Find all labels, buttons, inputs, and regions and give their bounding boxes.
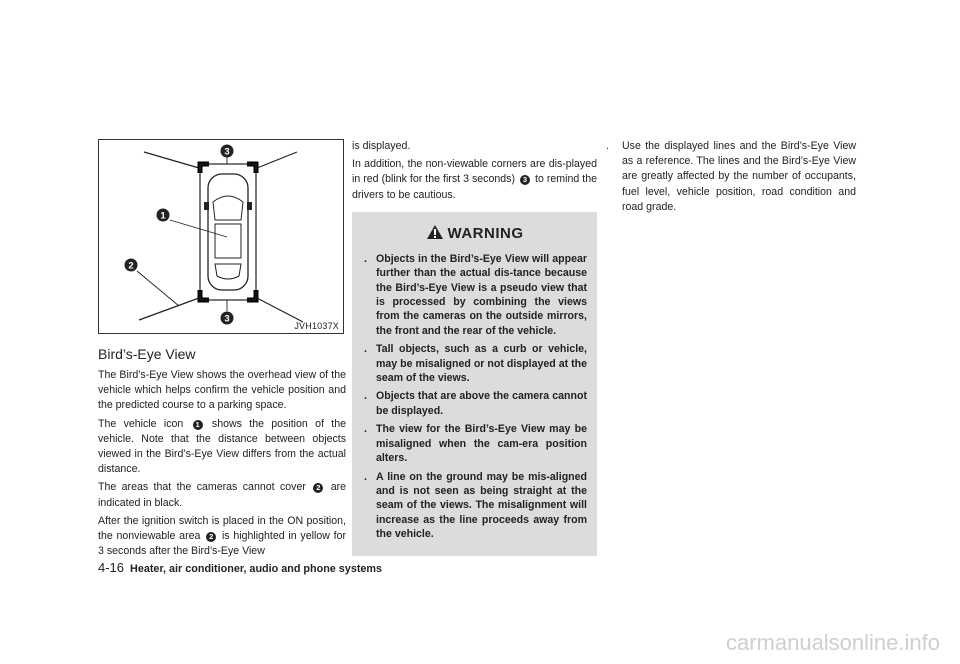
- paragraph-red-corners: In addition, the non-viewable corners are dis-played in red (blink for the first 3 seconds) 3 to remind the drivers to be cautious.: [352, 158, 597, 201]
- warning-triangle-icon: [426, 224, 444, 240]
- callout-ref-2b: 2: [206, 532, 216, 542]
- warning-heading: WARNING: [360, 224, 589, 242]
- figure-code: JVH1037X: [294, 321, 339, 331]
- column-2: [352, 139, 597, 556]
- warning-box: [352, 212, 597, 556]
- birds-eye-diagram: [99, 140, 343, 333]
- warning-bullet: . Objects that are above the camera cannot be displayed.: [364, 390, 587, 417]
- column-1: [98, 346, 346, 562]
- paragraph-black-areas: The areas that the cameras cannot cover 2 are indicated in black.: [98, 481, 346, 509]
- paragraph-vehicle-icon: The vehicle icon 1 shows the position of the vehicle. Note that the distance between objects viewed in the Bird’s-Eye View differs from the actual distance.: [98, 417, 346, 476]
- callout-3-bottom: 3: [224, 313, 230, 325]
- callout-1: 1: [160, 210, 166, 222]
- warning-bullet: . A line on the ground may be mis-aligned and is not seen as being straight at the seam of the views. The misalignment will increase as the line proceeds away from the vehicle.: [364, 470, 587, 541]
- warning-bullet: . The view for the Bird’s-Eye View may be misaligned when the cam-era position alters.: [364, 423, 587, 465]
- paragraph-displayed: is displayed.: [352, 140, 411, 152]
- section-title: Bird’s-Eye View: [98, 346, 196, 362]
- paragraph-intro: The Bird’s-Eye View shows the overhead view of the vehicle which helps confirm the vehicle position and the predicted course to a parking space.: [98, 369, 346, 412]
- warning-bullet: . Tall objects, such as a curb or vehicle, may be misaligned or not displayed at the seam of the views.: [364, 343, 587, 385]
- list-item: . Use the displayed lines and the Bird’s-Eye View as a reference. The lines and the Bird’s-Eye View are greatly affected by the number of occupants, fuel level, vehicle position, road condition and road grade.: [606, 140, 856, 213]
- warning-bullet: . Objects in the Bird’s-Eye View will appear further than the actual dis-tance because the Bird’s-Eye View is a pseudo view that is processed by combining the views from the cameras on the outside mirrors, the front and the rear of the vehicle.: [364, 252, 587, 337]
- page-footer: [98, 560, 382, 575]
- chapter-title: Heater, air conditioner, audio and phone systems: [130, 563, 383, 575]
- callout-3-top: 3: [224, 146, 230, 158]
- paragraph-ignition: After the ignition switch is placed in the ON position, the nonviewable area 2 is highlighted in yellow for 3 seconds after the Bird’s-Eye View: [98, 514, 346, 558]
- column-3: [606, 139, 856, 215]
- page-number: 4-16: [98, 560, 125, 575]
- callout-ref-2: 2: [313, 483, 323, 493]
- callout-ref-1: 1: [193, 420, 203, 430]
- callout-2: 2: [128, 260, 134, 272]
- birds-eye-figure: [98, 139, 344, 334]
- watermark: carmanualsonline.info: [725, 630, 940, 655]
- callout-ref-3: 3: [520, 175, 530, 185]
